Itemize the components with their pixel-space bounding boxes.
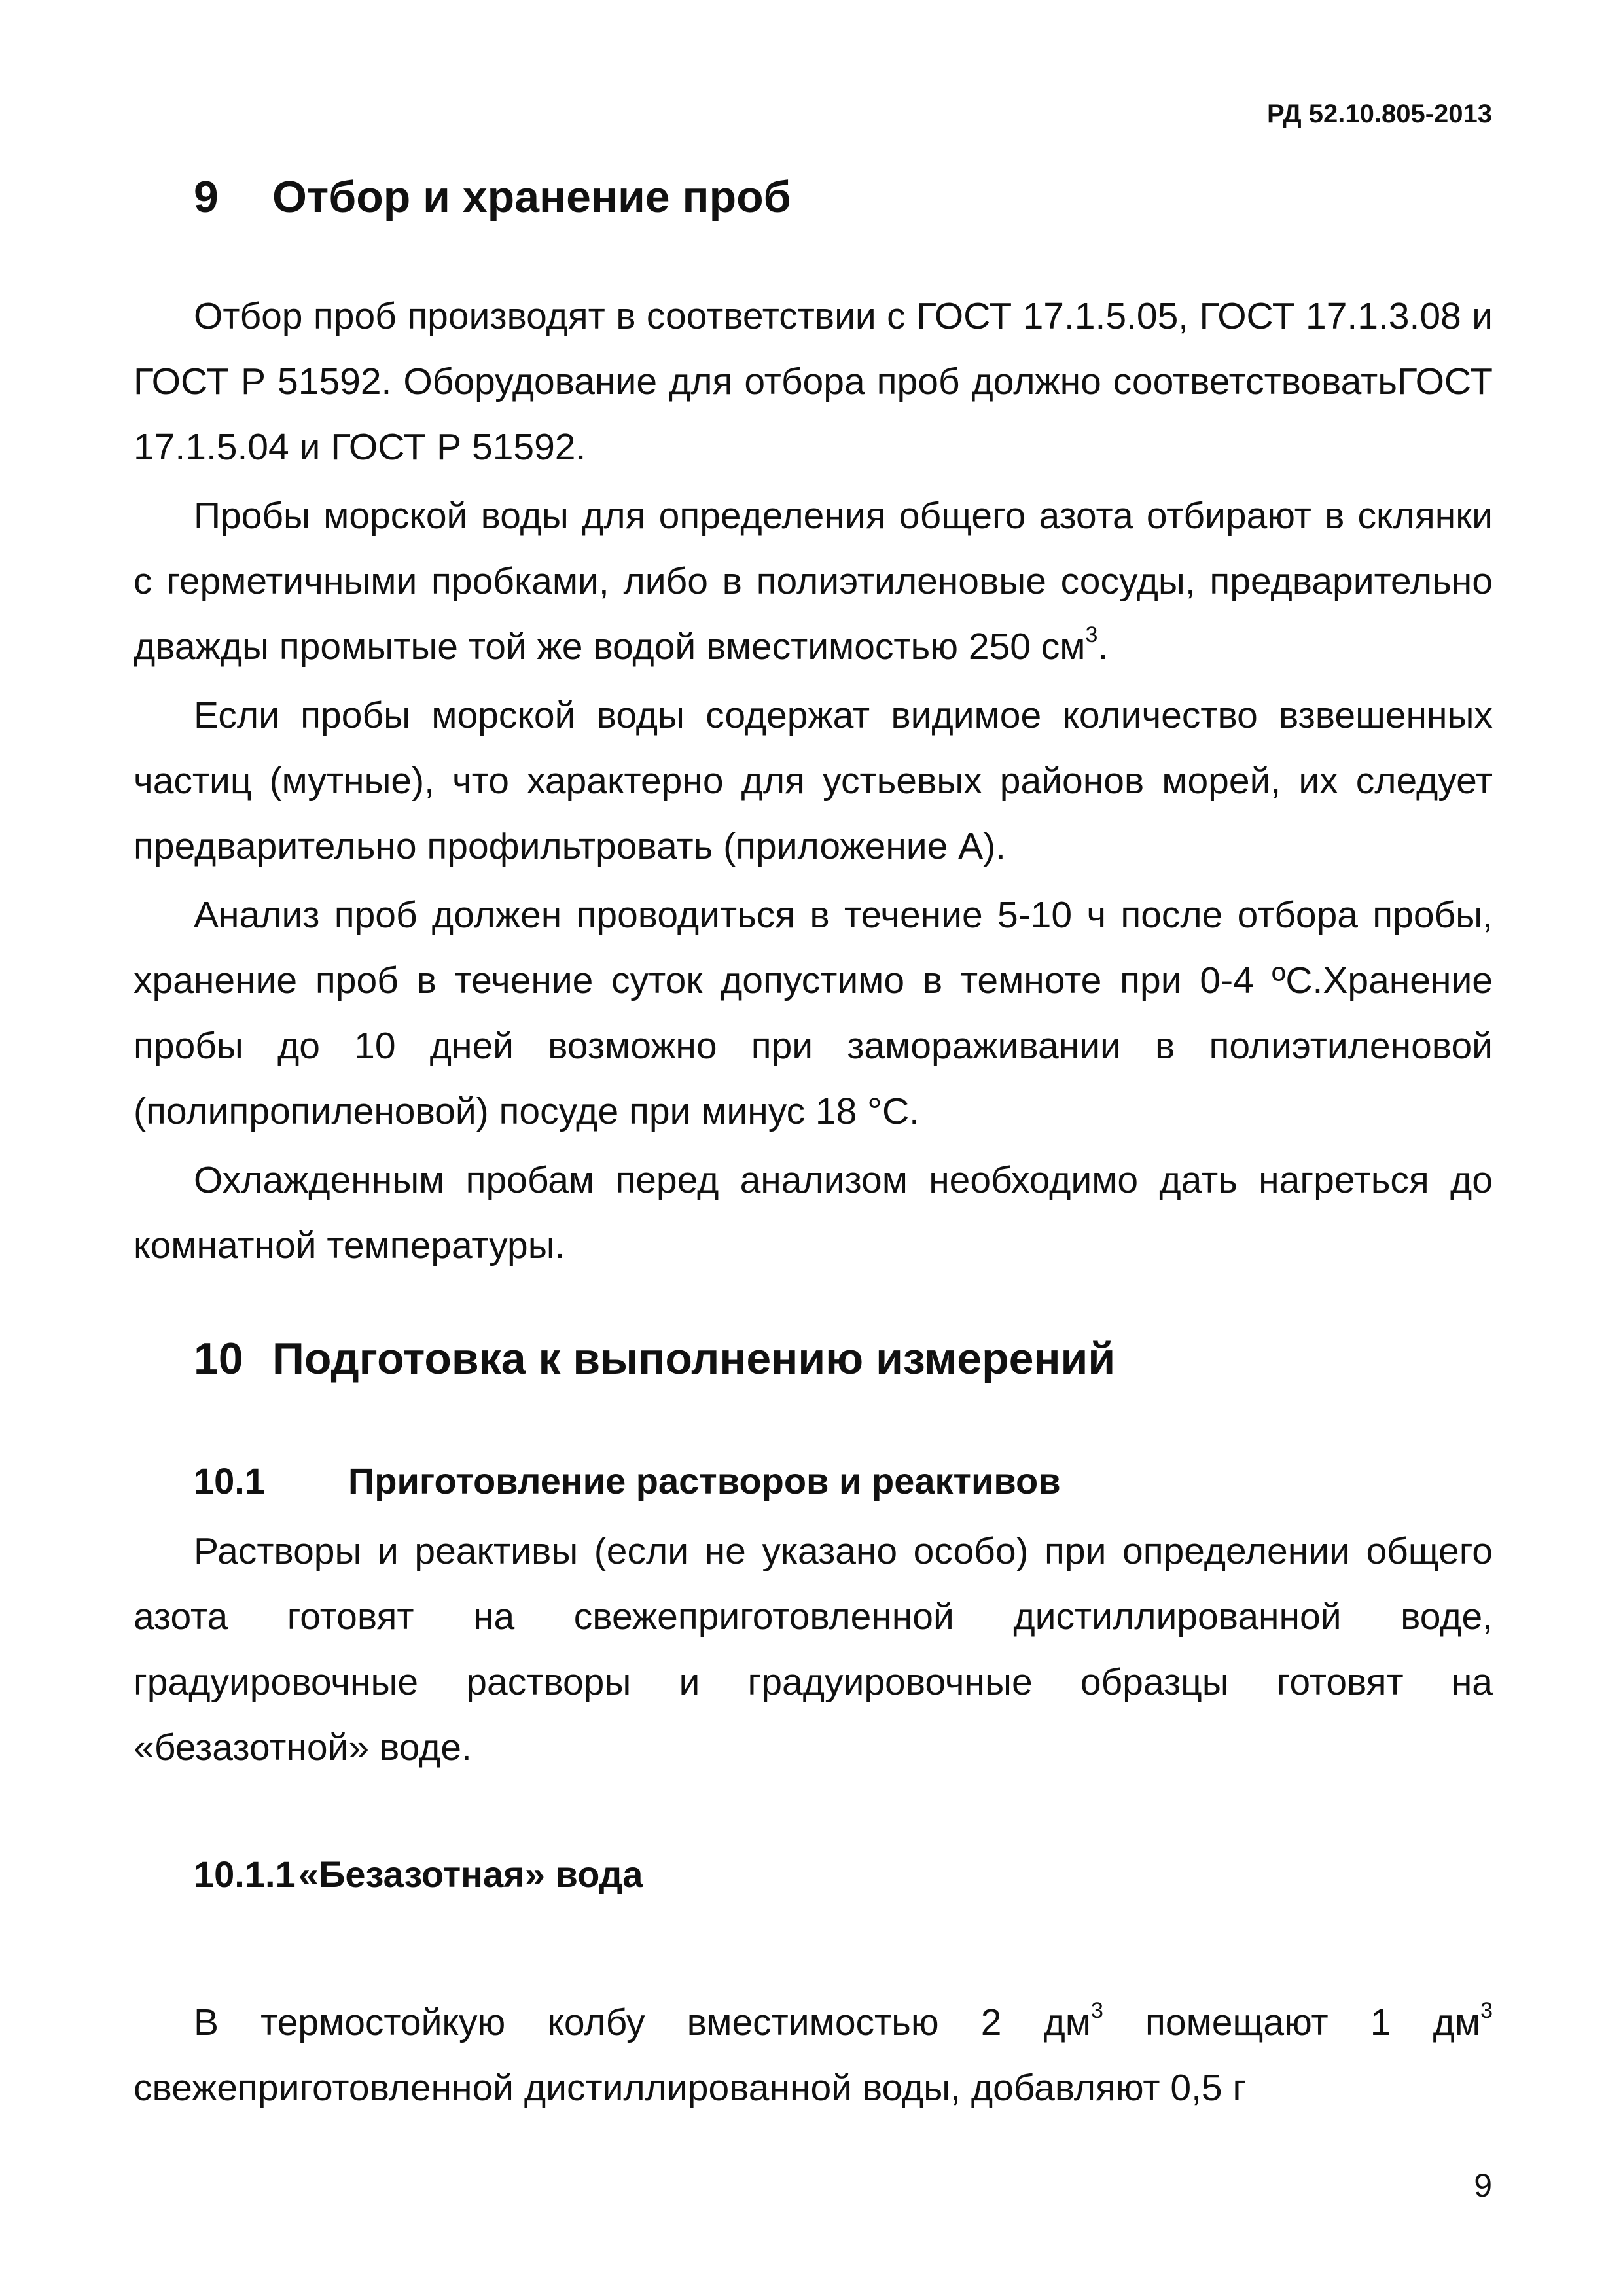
section-9-paragraph-5: [134, 1147, 1493, 1278]
section-number: 9: [194, 172, 219, 222]
subsection-10-1-paragraph: [134, 1518, 1493, 1780]
section-title: Отбор и хранение проб: [272, 172, 791, 222]
subsection-title: «Безазотная» вода: [298, 1854, 643, 1895]
paragraph-text: Если пробы морской воды содержат видимое количество взвешенных частиц (мутные), что характерно для устьевых районов морей, их следует предварительно профильтровать (приложение А).: [134, 694, 1493, 867]
section-9-heading: [194, 171, 791, 223]
paragraph-text: Растворы и реактивы (если не указано особо) при определении общего азота готовят на свежеприготовленной дистиллированной воде, градуировочные растворы и градуировочные образцы готовят на «безазотной» воде.: [134, 1530, 1493, 1768]
subsection-title: Приготовление растворов и реактивов: [348, 1460, 1061, 1501]
section-9-paragraph-2: [134, 483, 1493, 679]
paragraph-text: Пробы морской воды для определения общего азота отбирают в склянки с герметичными пробками, либо в полиэтиленовые сосуды, предварительно дважды промытые той же водой вместимостью 250 $см^3$.: [134, 495, 1493, 668]
paragraph-text: Отбор проб производят в соответствии с ГОСТ 17.1.5.05, ГОСТ 17.1.3.08 и ГОСТ Р 51592. Оборудование для отбора проб должно соответствоватьГОСТ 17.1.5.04 и ГОСТ Р 51592.: [134, 295, 1493, 468]
document-code: РД 52.10.805-2013: [1266, 99, 1492, 128]
section-number: 10: [194, 1334, 243, 1384]
subsection-10-1-1-paragraph: [134, 1990, 1493, 2121]
section-9-paragraph-1: [134, 283, 1493, 480]
section-9-paragraph-3: [134, 683, 1493, 879]
section-title: Подготовка к выполнению измерений: [272, 1334, 1116, 1384]
superscript: 3: [1090, 1998, 1103, 2023]
superscript: 3: [1085, 622, 1098, 647]
page-number: 9: [1474, 2167, 1492, 2204]
paragraph-text: Охлажденным пробам перед анализом необходимо дать нагреться до комнатной температуры.: [134, 1159, 1493, 1266]
paragraph-text: В термостойкую колбу вместимостью 2 $дм^3$ помещают 1 $дм^3$ свежеприготовленной дистиллированной воды, добавляют 0,5 г: [134, 1998, 1493, 2109]
section-9-paragraph-4: [134, 882, 1493, 1144]
subsection-number: 10.1.1: [194, 1854, 296, 1895]
subsection-10-1-heading: [194, 1460, 1061, 1502]
paragraph-text: Анализ проб должен проводиться в течение 5-10 ч после отбора пробы, хранение проб в течение суток допустимо в темноте при 0-4 ºС.Хранение пробы до 10 дней возможно при замораживании в полиэтиленовой (полипропиленовой) посуде при минус 18 °С.: [134, 894, 1493, 1132]
section-10-heading: [194, 1333, 1115, 1384]
subsection-number: 10.1: [194, 1460, 265, 1501]
superscript: 3: [1480, 1998, 1493, 2023]
subsection-10-1-1-heading: [194, 1853, 643, 1895]
